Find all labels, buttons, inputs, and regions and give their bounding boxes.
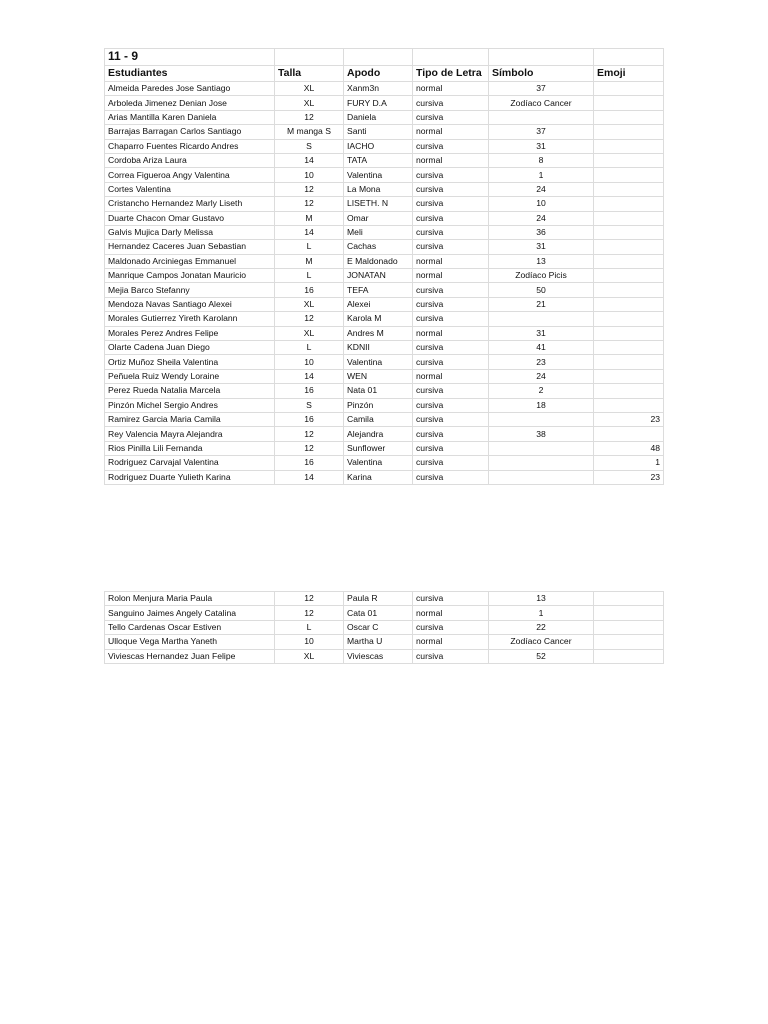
cell-tipo-de-letra: normal	[413, 82, 489, 96]
cell-apodo: TEFA	[344, 283, 413, 297]
cell-emoji: 23	[594, 470, 664, 484]
cell-talla: L	[275, 341, 344, 355]
table-row	[105, 649, 664, 663]
cell-estudiante: Cordoba Ariza Laura	[105, 153, 275, 167]
cell-apodo: JONATAN	[344, 269, 413, 283]
cell-talla: 12	[275, 592, 344, 606]
cell-simbolo	[489, 441, 594, 455]
cell-apodo: Valentina	[344, 355, 413, 369]
table-row	[105, 470, 664, 484]
table-row	[105, 592, 664, 606]
cell-estudiante: Cristancho Hernandez Marly Liseth	[105, 197, 275, 211]
header-estudiantes: Estudiantes	[105, 66, 275, 82]
cell-tipo-de-letra: cursiva	[413, 96, 489, 110]
cell-estudiante: Ortiz Muñoz Sheila Valentina	[105, 355, 275, 369]
cell-simbolo: 41	[489, 341, 594, 355]
cell-apodo: Valentina	[344, 456, 413, 470]
cell-estudiante: Manrique Campos Jonatan Mauricio	[105, 269, 275, 283]
cell-tipo-de-letra: cursiva	[413, 456, 489, 470]
cell-talla: 10	[275, 355, 344, 369]
sheet-title: 11 - 9	[108, 49, 139, 63]
cell-apodo: Alejandra	[344, 427, 413, 441]
cell-tipo-de-letra: cursiva	[413, 168, 489, 182]
table-row	[105, 269, 664, 283]
cell-tipo-de-letra: cursiva	[413, 312, 489, 326]
cell-tipo-de-letra: cursiva	[413, 110, 489, 124]
cell-tipo-de-letra: cursiva	[413, 398, 489, 412]
cell-apodo: Karina	[344, 470, 413, 484]
table-row	[105, 182, 664, 196]
title-row	[105, 49, 664, 66]
cell-emoji	[594, 182, 664, 196]
cell-talla: 16	[275, 412, 344, 426]
cell-estudiante: Rey Valencia Mayra Alejandra	[105, 427, 275, 441]
cell-apodo: WEN	[344, 369, 413, 383]
cell-talla: M	[275, 254, 344, 268]
cell-simbolo: 24	[489, 211, 594, 225]
table-row	[105, 139, 664, 153]
cell-emoji: 48	[594, 441, 664, 455]
cell-estudiante: Barrajas Barragan Carlos Santiago	[105, 125, 275, 139]
cell-emoji	[594, 635, 664, 649]
cell-estudiante: Correa Figueroa Angy Valentina	[105, 168, 275, 182]
cell-apodo: Paula R	[344, 592, 413, 606]
cell-simbolo: 18	[489, 398, 594, 412]
cell-talla: 14	[275, 153, 344, 167]
cell-talla: M manga S	[275, 125, 344, 139]
cell-estudiante: Arias Mantilla Karen Daniela	[105, 110, 275, 124]
cell-simbolo	[489, 110, 594, 124]
cell-simbolo: 10	[489, 197, 594, 211]
cell-tipo-de-letra: normal	[413, 125, 489, 139]
cell-talla: S	[275, 398, 344, 412]
table-row	[105, 341, 664, 355]
cell-estudiante: Tello Cardenas Oscar Estiven	[105, 620, 275, 634]
cell-estudiante: Galvis Mujica Darly Melissa	[105, 225, 275, 239]
cell-estudiante: Viviescas Hernandez Juan Felipe	[105, 649, 275, 663]
cell-apodo: Martha U	[344, 635, 413, 649]
cell-emoji	[594, 427, 664, 441]
cell-estudiante: Peñuela Ruiz Wendy Loraine	[105, 369, 275, 383]
cell-tipo-de-letra: normal	[413, 369, 489, 383]
table-row	[105, 153, 664, 167]
cell-estudiante: Ramirez Garcia Maria Camila	[105, 412, 275, 426]
cell-tipo-de-letra: cursiva	[413, 225, 489, 239]
cell-simbolo: 21	[489, 297, 594, 311]
cell-estudiante: Pinzón Michel Sergio Andres	[105, 398, 275, 412]
students-table-continued	[104, 591, 664, 664]
cell-emoji	[594, 82, 664, 96]
cell-simbolo: 8	[489, 153, 594, 167]
cell-estudiante: Cortes Valentina	[105, 182, 275, 196]
cell-tipo-de-letra: normal	[413, 635, 489, 649]
table-row	[105, 620, 664, 634]
cell-emoji	[594, 269, 664, 283]
cell-estudiante: Rodriguez Duarte Yulieth Karina	[105, 470, 275, 484]
cell-simbolo: 1	[489, 168, 594, 182]
cell-simbolo: Zodíaco Cancer	[489, 635, 594, 649]
cell-talla: 12	[275, 606, 344, 620]
cell-simbolo: Zodíaco Cancer	[489, 96, 594, 110]
cell-apodo: Viviescas	[344, 649, 413, 663]
cell-estudiante: Mendoza Navas Santiago Alexei	[105, 297, 275, 311]
table-row	[105, 369, 664, 383]
cell-apodo: Karola M	[344, 312, 413, 326]
cell-emoji: 23	[594, 412, 664, 426]
cell-estudiante: Mejia Barco Stefanny	[105, 283, 275, 297]
cell-tipo-de-letra: cursiva	[413, 592, 489, 606]
cell-tipo-de-letra: normal	[413, 254, 489, 268]
cell-talla: 14	[275, 369, 344, 383]
cell-tipo-de-letra: cursiva	[413, 384, 489, 398]
table-row	[105, 427, 664, 441]
cell-emoji	[594, 153, 664, 167]
table-row	[105, 110, 664, 124]
cell-estudiante: Sanguino Jaimes Angely Catalina	[105, 606, 275, 620]
cell-apodo: Oscar C	[344, 620, 413, 634]
header-talla: Talla	[275, 66, 344, 82]
cell-tipo-de-letra: cursiva	[413, 182, 489, 196]
cell-emoji	[594, 211, 664, 225]
cell-apodo: LISETH. N	[344, 197, 413, 211]
cell-emoji	[594, 312, 664, 326]
cell-apodo: Alexei	[344, 297, 413, 311]
cell-estudiante: Arboleda Jimenez Denian Jose	[105, 96, 275, 110]
cell-talla: 12	[275, 110, 344, 124]
cell-talla: XL	[275, 96, 344, 110]
table-row	[105, 456, 664, 470]
cell-talla: 12	[275, 197, 344, 211]
cell-apodo: IACHO	[344, 139, 413, 153]
cell-simbolo: 24	[489, 182, 594, 196]
cell-simbolo	[489, 312, 594, 326]
sheet-title-cell	[105, 49, 275, 66]
cell-simbolo: 2	[489, 384, 594, 398]
cell-talla: 10	[275, 168, 344, 182]
table-row	[105, 355, 664, 369]
cell-tipo-de-letra: cursiva	[413, 355, 489, 369]
cell-simbolo	[489, 456, 594, 470]
cell-apodo: Santi	[344, 125, 413, 139]
cell-tipo-de-letra: cursiva	[413, 441, 489, 455]
cell-simbolo	[489, 470, 594, 484]
header-apodo: Apodo	[344, 66, 413, 82]
cell-talla: 16	[275, 456, 344, 470]
table-row	[105, 225, 664, 239]
table-row	[105, 398, 664, 412]
cell-tipo-de-letra: cursiva	[413, 139, 489, 153]
cell-tipo-de-letra: cursiva	[413, 240, 489, 254]
cell-estudiante: Hernandez Caceres Juan Sebastian	[105, 240, 275, 254]
cell-emoji	[594, 355, 664, 369]
cell-simbolo: 50	[489, 283, 594, 297]
header-simbolo: Símbolo	[489, 66, 594, 82]
cell-apodo: Andres M	[344, 326, 413, 340]
cell-apodo: Omar	[344, 211, 413, 225]
cell-apodo: Valentina	[344, 168, 413, 182]
cell-tipo-de-letra: cursiva	[413, 211, 489, 225]
cell-talla: 10	[275, 635, 344, 649]
cell-apodo: Cachas	[344, 240, 413, 254]
cell-talla: M	[275, 211, 344, 225]
cell-estudiante: Rodriguez Carvajal Valentina	[105, 456, 275, 470]
table-row	[105, 412, 664, 426]
cell-talla: 12	[275, 312, 344, 326]
cell-estudiante: Ulloque Vega Martha Yaneth	[105, 635, 275, 649]
cell-emoji	[594, 369, 664, 383]
cell-emoji	[594, 649, 664, 663]
cell-tipo-de-letra: cursiva	[413, 649, 489, 663]
cell-emoji: 1	[594, 456, 664, 470]
cell-simbolo: 37	[489, 125, 594, 139]
cell-simbolo: 31	[489, 326, 594, 340]
cell-estudiante: Morales Perez Andres Felipe	[105, 326, 275, 340]
cell-emoji	[594, 326, 664, 340]
cell-talla: 12	[275, 182, 344, 196]
table-row	[105, 635, 664, 649]
cell-tipo-de-letra: cursiva	[413, 620, 489, 634]
cell-apodo: Xanm3n	[344, 82, 413, 96]
cell-apodo: Meli	[344, 225, 413, 239]
cell-tipo-de-letra: cursiva	[413, 470, 489, 484]
header-emoji: Emoji	[594, 66, 664, 82]
cell-apodo: Sunflower	[344, 441, 413, 455]
table-row	[105, 326, 664, 340]
table-row	[105, 96, 664, 110]
cell-talla: L	[275, 240, 344, 254]
cell-simbolo: 13	[489, 254, 594, 268]
cell-talla: XL	[275, 297, 344, 311]
cell-talla: L	[275, 269, 344, 283]
table-row	[105, 312, 664, 326]
cell-simbolo: 36	[489, 225, 594, 239]
cell-emoji	[594, 384, 664, 398]
cell-apodo: Pinzón	[344, 398, 413, 412]
cell-emoji	[594, 240, 664, 254]
cell-estudiante: Maldonado Arciniegas Emmanuel	[105, 254, 275, 268]
table-row	[105, 441, 664, 455]
cell-apodo: Nata 01	[344, 384, 413, 398]
cell-apodo: Cata 01	[344, 606, 413, 620]
cell-simbolo: 52	[489, 649, 594, 663]
cell-tipo-de-letra: cursiva	[413, 197, 489, 211]
table-row	[105, 197, 664, 211]
cell-simbolo: 22	[489, 620, 594, 634]
cell-simbolo: 31	[489, 240, 594, 254]
cell-talla: 16	[275, 283, 344, 297]
cell-talla: 12	[275, 427, 344, 441]
cell-tipo-de-letra: normal	[413, 269, 489, 283]
table-row	[105, 125, 664, 139]
cell-estudiante: Perez Rueda Natalia Marcela	[105, 384, 275, 398]
cell-emoji	[594, 139, 664, 153]
cell-apodo: La Mona	[344, 182, 413, 196]
cell-emoji	[594, 225, 664, 239]
cell-emoji	[594, 620, 664, 634]
cell-emoji	[594, 297, 664, 311]
cell-tipo-de-letra: cursiva	[413, 412, 489, 426]
cell-talla: XL	[275, 649, 344, 663]
cell-tipo-de-letra: normal	[413, 326, 489, 340]
cell-simbolo: Zodíaco Picis	[489, 269, 594, 283]
cell-simbolo: 31	[489, 139, 594, 153]
cell-tipo-de-letra: cursiva	[413, 341, 489, 355]
cell-apodo: TATA	[344, 153, 413, 167]
cell-simbolo: 24	[489, 369, 594, 383]
cell-simbolo: 1	[489, 606, 594, 620]
cell-estudiante: Morales Gutierrez Yireth Karolann	[105, 312, 275, 326]
cell-apodo: KDNII	[344, 341, 413, 355]
cell-emoji	[594, 606, 664, 620]
cell-estudiante: Olarte Cadena Juan Diego	[105, 341, 275, 355]
cell-simbolo: 23	[489, 355, 594, 369]
cell-estudiante: Chaparro Fuentes Ricardo Andres	[105, 139, 275, 153]
cell-talla: 14	[275, 225, 344, 239]
cell-estudiante: Rios Pinilla Lili Fernanda	[105, 441, 275, 455]
cell-simbolo: 37	[489, 82, 594, 96]
cell-simbolo: 38	[489, 427, 594, 441]
table-row	[105, 240, 664, 254]
cell-emoji	[594, 197, 664, 211]
table-row	[105, 606, 664, 620]
cell-emoji	[594, 96, 664, 110]
table-row	[105, 384, 664, 398]
table-row	[105, 254, 664, 268]
table-row	[105, 82, 664, 96]
table-row	[105, 168, 664, 182]
cell-talla: S	[275, 139, 344, 153]
cell-emoji	[594, 592, 664, 606]
cell-talla: XL	[275, 82, 344, 96]
cell-tipo-de-letra: cursiva	[413, 427, 489, 441]
cell-tipo-de-letra: cursiva	[413, 297, 489, 311]
students-table	[104, 48, 664, 485]
cell-estudiante: Rolon Menjura Maria Paula	[105, 592, 275, 606]
cell-talla: 16	[275, 384, 344, 398]
cell-tipo-de-letra: normal	[413, 606, 489, 620]
table-row	[105, 211, 664, 225]
table-row	[105, 283, 664, 297]
table-row	[105, 297, 664, 311]
cell-apodo: E Maldonado	[344, 254, 413, 268]
cell-simbolo	[489, 412, 594, 426]
cell-talla: 14	[275, 470, 344, 484]
cell-apodo: FURY D.A	[344, 96, 413, 110]
cell-emoji	[594, 341, 664, 355]
cell-tipo-de-letra: normal	[413, 153, 489, 167]
cell-estudiante: Duarte Chacon Omar Gustavo	[105, 211, 275, 225]
cell-talla: XL	[275, 326, 344, 340]
cell-apodo: Daniela	[344, 110, 413, 124]
header-tipo-de-letra: Tipo de Letra	[413, 66, 489, 82]
cell-emoji	[594, 168, 664, 182]
cell-emoji	[594, 283, 664, 297]
cell-emoji	[594, 125, 664, 139]
cell-estudiante: Almeida Paredes Jose Santiago	[105, 82, 275, 96]
cell-talla: L	[275, 620, 344, 634]
cell-emoji	[594, 254, 664, 268]
cell-emoji	[594, 110, 664, 124]
cell-simbolo: 13	[489, 592, 594, 606]
cell-tipo-de-letra: cursiva	[413, 283, 489, 297]
header-row	[105, 66, 664, 82]
cell-talla: 12	[275, 441, 344, 455]
cell-apodo: Camila	[344, 412, 413, 426]
cell-emoji	[594, 398, 664, 412]
